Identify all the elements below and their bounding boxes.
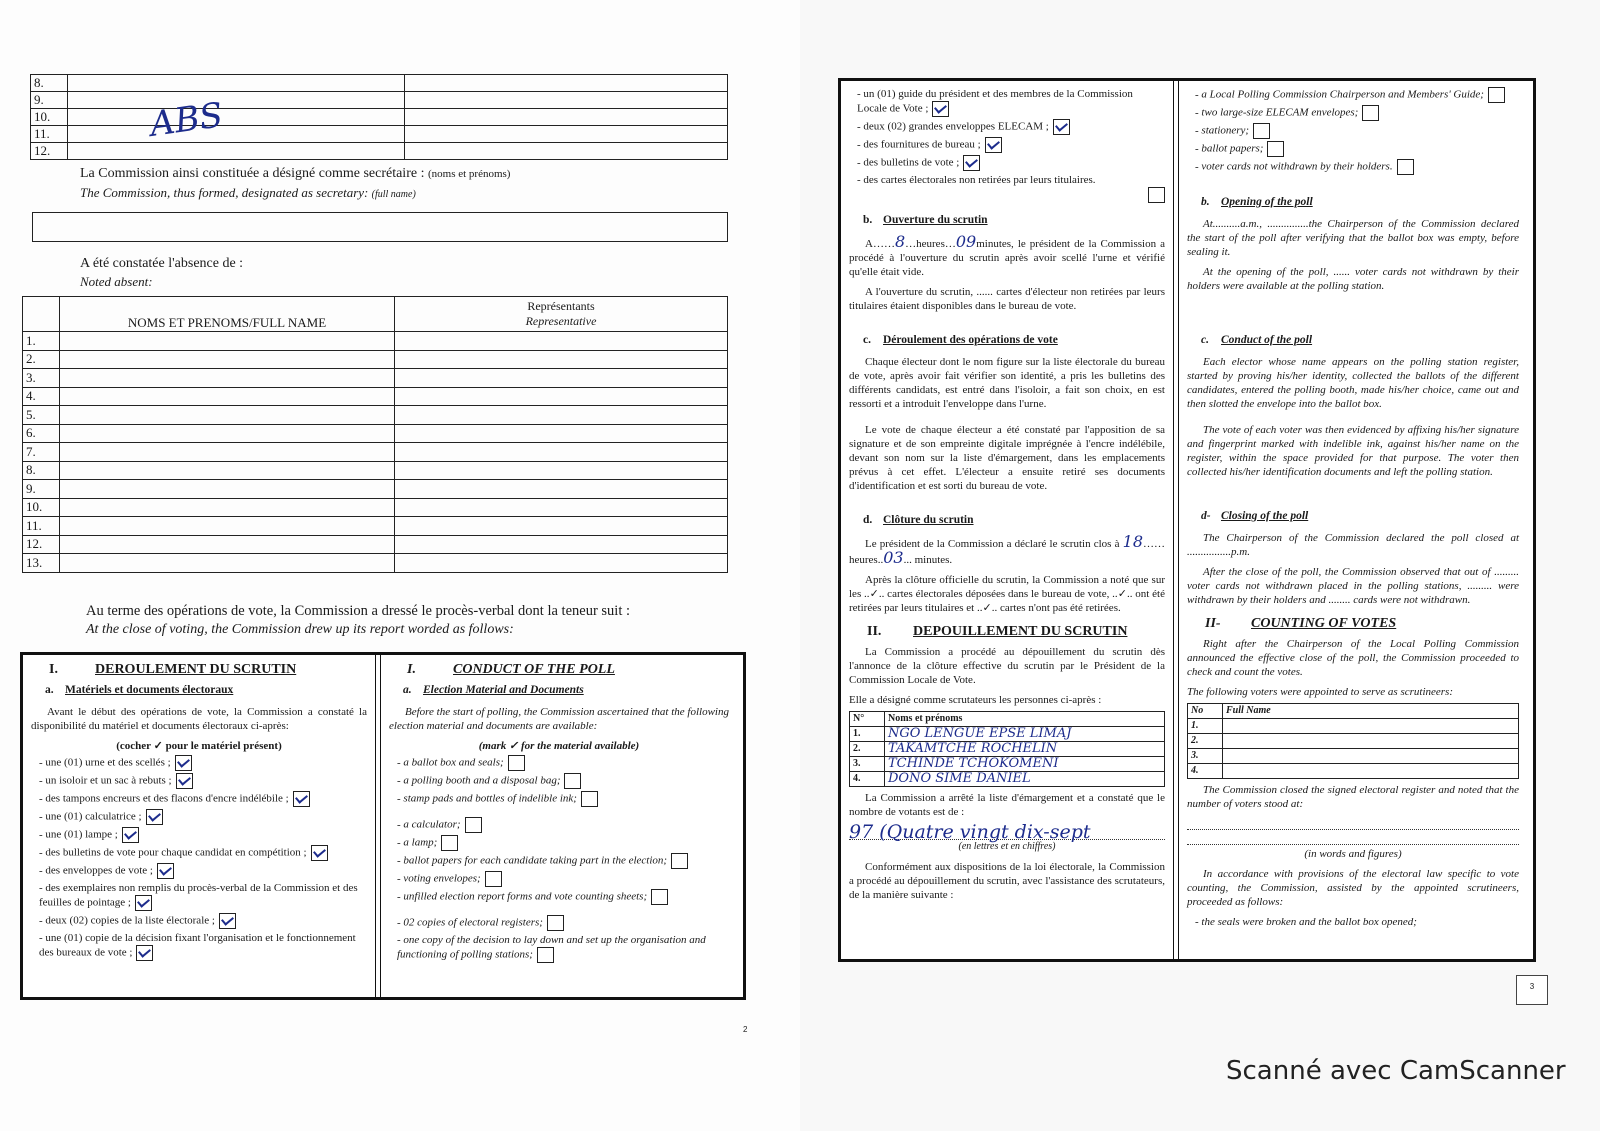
absent-rep-cell[interactable]	[395, 350, 728, 369]
table-row: 6.	[23, 424, 728, 443]
scrutineer-name-field[interactable]	[1223, 734, 1519, 749]
absent-name-cell[interactable]	[60, 406, 395, 425]
table-row: 8.	[31, 75, 728, 92]
list-item: - deux (02) grandes enveloppes ELECAM ;	[857, 119, 1165, 135]
scrutineer-name-field[interactable]: TCHINDE TCHOKOMENI	[885, 757, 1165, 772]
member-name-cell[interactable]	[68, 126, 405, 143]
absent-rep-cell[interactable]	[395, 369, 728, 388]
absent-name-cell[interactable]	[60, 498, 395, 517]
member-rep-cell[interactable]	[405, 126, 728, 143]
list-item: - voter cards not withdrawn by their holders.	[1195, 159, 1519, 175]
checkbox[interactable]	[175, 755, 192, 771]
secretary-label-fr: La Commission ainsi constituée a désigné comme secrétaire : (noms et prénoms)	[80, 166, 511, 181]
opening-minutes-field[interactable]: 09	[955, 232, 977, 251]
list-item: - des bulletins de vote ;	[857, 155, 1165, 171]
scrutineer-name-field[interactable]	[1223, 749, 1519, 764]
page-number: 2	[743, 1025, 748, 1034]
member-rep-cell[interactable]	[405, 143, 728, 160]
section-i-fr: I. DEROULEMENT DU SCRUTIN a. Matériels et documents électoraux Avant le début des opérations de vote, la Commission a constaté la disponibilité du matériel et documents électoraux ci-après: (cocher ✓ pour le matériel présent) - une (01) urne et des scellés ; - un isoloir et un sac à rebuts ; - des tampons encreurs et des flacons d'encre indélébile ; - une (01) calculatrice ; - une (01) lampe ; - des bulletins de vote pour chaque candidat en compétition ; - des enveloppes de vote ; - des exemplaires non remplis du procès-verbal de la Commission et des feuilles de pointage ; - deux (02) copies de la liste électorale ; - une (01) copie de la décision fixant l'organisation et le fonctionnement des bureaux de vote ;	[23, 655, 375, 997]
list-item: - ballot papers;	[1195, 141, 1519, 157]
voters-count-field[interactable]: 97 (Quatre vingt dix-sept	[849, 825, 1165, 840]
checkbox[interactable]	[146, 809, 163, 825]
handwritten-abs-mark: ABS	[147, 95, 226, 145]
list-item: - one copy of the decision to lay down and set up the organisation and functioning of polling stations;	[397, 933, 729, 963]
list-item: - des bulletins de vote pour chaque candidat en compétition ;	[39, 845, 367, 861]
table-row: 5.	[23, 406, 728, 425]
checkbox[interactable]	[219, 913, 236, 929]
list-item: - ballot papers for each candidate taking part in the election;	[397, 853, 729, 869]
section-title: DEROULEMENT DU SCRUTIN	[95, 662, 297, 677]
checkbox[interactable]	[311, 845, 328, 861]
absent-rep-cell[interactable]	[395, 387, 728, 406]
list-item: - des tampons encreurs et des flacons d'encre indélébile ;	[39, 791, 367, 807]
table-row: 2. TAKAMTCHE ROCHELIN	[850, 742, 1165, 757]
materials-list-en	[389, 755, 729, 963]
table-row: 7.	[23, 443, 728, 462]
member-rep-cell[interactable]	[405, 92, 728, 109]
table-row: 3.	[23, 369, 728, 388]
checkbox[interactable]	[1362, 105, 1379, 121]
closing-time-fr: Le président de la Commission a déclaré le scrutin clos à 18……heures..03... minutes.	[849, 532, 1165, 567]
checkbox[interactable]	[441, 835, 458, 851]
scrutineers-table-en	[1187, 703, 1519, 779]
list-item: - a Local Polling Commission Chairperson and Members' Guide;	[1195, 87, 1519, 103]
opening-hours-field[interactable]: 8	[894, 232, 906, 251]
table-header: No Full Name	[1188, 704, 1519, 719]
checkbox[interactable]	[537, 947, 554, 963]
absent-rep-cell[interactable]	[395, 480, 728, 499]
absent-name-cell[interactable]	[60, 369, 395, 388]
section-title: DEPOUILLEMENT DU SCRUTIN	[913, 624, 1128, 639]
scrutineer-name-field[interactable]: NGO LENGUE EPSE LIMAJ	[885, 727, 1165, 742]
table-header	[23, 297, 728, 332]
checkbox[interactable]	[1488, 87, 1505, 103]
table-row: 2.	[1188, 734, 1519, 749]
absent-name-cell[interactable]	[60, 554, 395, 573]
right-fr-column: - un (01) guide du président et des membres de la Commission Locale de Vote ; - deux (02) grandes enveloppes ELECAM ; - des fournitures de bureau ; - des bulletins de vote ; - des cartes électorales non retirées par leurs titulaires. b. Ouverture du scrutin A……8…heures…09minutes, le président de la Commission a procédé à l'ouverture du scrutin après avoir scellé l'urne et vérifié qu'elle était vide. A l'ouverture du scrutin, ...... cartes d'électeur non retirées par leurs titulaires étaient disponibles dans le bureau de vote. c. Déroulement des opérations de vote Chaque électeur dont le nom figure sur la liste électorale du bureau de vote, après avoir fait vérifier son identité, a pris les bulletins des différents candidats, est entré dans l'isoloir, a fait son choix, en est ressorti et a introduit l'enveloppe dans l'urne. Le vote de chaque électeur a été constaté par l'apposition de sa signature et de son empreinte digitale imprégnée à l'encre indélébile, devant son nom sur la liste d'émargement, dans les emplacements prévus à cet effet. L'électeur a ensuite retiré ses documents d'identification et est sorti du bureau de vote. d. Clôture du scrutin Le président de la Commission a déclaré le scrutin clos à 18……heures..03... minutes. Après la clôture officielle du scrutin, la Commission a noté que sur les ..✓.. cartes électorales déposées dans le bureau de vote, ..✓.. ont été retirées par leurs titulaires et ..✓.. cartes n'ont pas été retirées. II. DEPOUILLEMENT DU SCRUTIN La Commission a procédé au dépouillement du scrutin dès l'annonce de la clôture effective du scrutin par le Président de la Commission Locale de Vote. Elle a désigné comme scrutateurs les personnes ci-après : N° Noms et prénoms 1. NGO LENGUE EPSE LIMAJ 2. TAKAMTCHE ROCHELIN 3. TCHINDE TCHOKOMENI 4. DONO SIME DANIEL La Commission a arrêté la liste d'émargement et a constaté que le nombre de votants est de : 97 (Quatre vingt dix-sept (en lettres et en chiffres) Conformément aux dispositions de la loi électorale, la Commission a procédé au dépouillement du scrutin, avec l'assistance des scrutateurs, de la manière suivante :	[841, 81, 1173, 959]
table-row: 1.	[23, 332, 728, 351]
list-item: - two large-size ELECAM envelopes;	[1195, 105, 1519, 121]
section-i-panel	[20, 652, 746, 1000]
list-item: - stamp pads and bottles of indelible ink;	[397, 791, 729, 807]
checkbox[interactable]	[1253, 123, 1270, 139]
checkbox[interactable]	[1053, 119, 1070, 135]
checkbox[interactable]	[564, 773, 581, 789]
absent-name-cell[interactable]	[60, 332, 395, 351]
list-item: - a polling booth and a disposal bag;	[397, 773, 729, 789]
table-row: 4.	[1188, 764, 1519, 779]
members-table	[30, 74, 728, 160]
checkbox[interactable]	[547, 915, 564, 931]
absent-rep-cell[interactable]	[395, 443, 728, 462]
table-row: 13.	[23, 554, 728, 573]
table-row: 12.	[31, 143, 728, 160]
absent-table	[22, 296, 728, 573]
member-rep-cell[interactable]	[405, 75, 728, 92]
checkbox[interactable]	[485, 871, 502, 887]
scrutineer-name-field[interactable]	[1223, 719, 1519, 734]
table-row: 11.	[31, 126, 728, 143]
materials-list-en-cont	[1187, 87, 1519, 175]
secretary-label-en: The Commission, thus formed, designated as secretary: (full name)	[80, 185, 416, 200]
list-item: - a calculator;	[397, 817, 729, 833]
list-item: - une (01) calculatrice ;	[39, 809, 367, 825]
absent-rep-cell[interactable]	[395, 461, 728, 480]
absent-name-cell[interactable]	[60, 480, 395, 499]
member-name-cell[interactable]	[68, 109, 405, 126]
secretary-name-field[interactable]	[32, 212, 728, 242]
list-item: - des fournitures de bureau ;	[857, 137, 1165, 153]
section-title: CONDUCT OF THE POLL	[453, 662, 615, 677]
section-title: COUNTING OF VOTES	[1251, 616, 1397, 631]
table-row: 12.	[23, 535, 728, 554]
list-item: - a lamp;	[397, 835, 729, 851]
closing-hours-field[interactable]: 18	[1122, 532, 1143, 551]
checkbox[interactable]	[122, 827, 139, 843]
list-item: - stationery;	[1195, 123, 1519, 139]
section-i-en: I. CONDUCT OF THE POLL a. Election Material and Documents Before the start of polling, the Commission ascertained that the following election material and documents are available: (mark ✓ for the material available) - a ballot box and seals; - a polling booth and a disposal bag; - stamp pads and bottles of indelible ink; - a calculator; - a lamp; - ballot papers for each candidate taking part in the election; - voting envelopes; - unfilled election report forms and vote counting sheets; - 02 copies of electoral registers; - one copy of the decision to lay down and set up the organisation and functioning of polling stations;	[381, 655, 737, 997]
absent-rep-cell[interactable]	[395, 498, 728, 517]
scrutineer-name-field[interactable]: DONO SIME DANIEL	[885, 772, 1165, 787]
voters-count-field-en-2[interactable]	[1187, 832, 1519, 845]
absent-name-cell[interactable]	[60, 535, 395, 554]
checkbox[interactable]	[985, 137, 1002, 153]
closing-intro-fr: Au terme des opérations de vote, la Commission a dressé le procès-verbal dont la teneur suit :	[86, 603, 631, 619]
table-row: 3.	[1188, 749, 1519, 764]
opening-time-fr: A……8…heures…09minutes, le président de la Commission a procédé à l'ouverture du scrutin après avoir scellé l'urne et vérifié qu'elle était vide.	[849, 232, 1165, 278]
scrutineers-table-fr	[849, 711, 1165, 787]
table-row: 1. NGO LENGUE EPSE LIMAJ	[850, 727, 1165, 742]
table-row: 11.	[23, 517, 728, 536]
table-row: 8.	[23, 461, 728, 480]
member-rep-cell[interactable]	[405, 109, 728, 126]
table-row: 2.	[23, 350, 728, 369]
table-row: 1.	[1188, 719, 1519, 734]
col-representative: Représentants Representative	[395, 297, 728, 332]
scrutineer-name-field[interactable]	[1223, 764, 1519, 779]
list-item: - deux (02) copies de la liste électorale ;	[39, 913, 367, 929]
checkbox[interactable]	[581, 791, 598, 807]
checkbox[interactable]	[508, 755, 525, 771]
list-item: - une (01) urne et des scellés ;	[39, 755, 367, 771]
table-row: 4. DONO SIME DANIEL	[850, 772, 1165, 787]
table-row: 3. TCHINDE TCHOKOMENI	[850, 757, 1165, 772]
checkbox[interactable]	[157, 863, 174, 879]
checkbox[interactable]	[1148, 187, 1165, 203]
materials-list-fr	[31, 755, 367, 961]
right-page	[800, 0, 1600, 1131]
table-row: 4.	[23, 387, 728, 406]
checkbox[interactable]	[1267, 141, 1284, 157]
table-row: 10.	[23, 498, 728, 517]
checkbox[interactable]	[293, 791, 310, 807]
materials-list-fr-cont	[849, 87, 1165, 203]
member-name-cell[interactable]	[68, 75, 405, 92]
page-number: 3	[1516, 975, 1548, 1005]
table-row: 10.	[31, 109, 728, 126]
checkbox[interactable]	[465, 817, 482, 833]
list-item: - unfilled election report forms and vote counting sheets;	[397, 889, 729, 905]
absent-rep-cell[interactable]	[395, 332, 728, 351]
list-item: - une (01) lampe ;	[39, 827, 367, 843]
absent-label-en: Noted absent:	[80, 274, 153, 289]
section-right-panel	[838, 78, 1536, 962]
list-item: - un (01) guide du président et des membres de la Commission Locale de Vote ;	[857, 87, 1165, 117]
absent-rep-cell[interactable]	[395, 517, 728, 536]
absent-name-cell[interactable]	[60, 387, 395, 406]
list-item: - a ballot box and seals;	[397, 755, 729, 771]
absent-name-cell[interactable]	[60, 424, 395, 443]
list-item: - des cartes électorales non retirées par leurs titulaires.	[857, 173, 1165, 203]
absent-name-cell[interactable]	[60, 461, 395, 480]
scrutineer-name-field[interactable]: TAKAMTCHE ROCHELIN	[885, 742, 1165, 757]
checkbox[interactable]	[671, 853, 688, 869]
camscanner-watermark: Scanné avec CamScanner	[1226, 1056, 1566, 1086]
checkbox[interactable]	[1397, 159, 1414, 175]
list-item: - un isoloir et un sac à rebuts ;	[39, 773, 367, 789]
checkbox[interactable]	[135, 895, 152, 911]
absent-rep-cell[interactable]	[395, 424, 728, 443]
absent-rep-cell[interactable]	[395, 554, 728, 573]
checkbox[interactable]	[932, 101, 949, 117]
checkbox[interactable]	[176, 773, 193, 789]
list-item: - des enveloppes de vote ;	[39, 863, 367, 879]
list-item: - des exemplaires non remplis du procès-verbal de la Commission et des feuilles de pointage ;	[39, 881, 367, 911]
absent-name-cell[interactable]	[60, 517, 395, 536]
table-row: 9.	[31, 92, 728, 109]
closing-minutes-field[interactable]: 03	[883, 548, 904, 567]
closing-intro-en: At the close of voting, the Commission drew up its report worded as follows:	[86, 622, 514, 637]
list-item: - 02 copies of electoral registers;	[397, 915, 729, 931]
list-item: - the seals were broken and the ballot box opened;	[1195, 915, 1519, 929]
list-item: - voting envelopes;	[397, 871, 729, 887]
right-en-column: - a Local Polling Commission Chairperson and Members' Guide; - two large-size ELECAM envelopes; - stationery; - ballot papers; - voter cards not withdrawn by their holders. b. Opening of the poll At..........a.m., ...............the Chairperson of the Commission declared the start of the poll after verifying that the ballot box was empty, before sealing it. At the opening of the poll, ...... voter cards not withdrawn by their holders were available at the polling station. c. Conduct of the poll Each elector whose name appears on the polling station register, started by proving his/her identity, collected the ballots of the different candidates, entered the polling booth, made his/her choice, came out and then slotted the envelope into the ballot box. The vote of each voter was then evidenced by affixing his/her signature and fingerprint marked with indelible ink, against his/her name on the register, within the space provided for that purpose. The voter then collected his/her identification documents and left the polling station. d- Closing of the poll The Chairperson of the Commission declared the poll closed at ................p.m. After the close of the poll, the Commission observed that out of ......... voter cards not withdrawn placed in the polling stations, ......... were withdrawn by their holders and ........ cards were not withdrawn. II- COUNTING OF VOTES Right after the Chairperson of the Local Polling Commission announced the effective close of the poll, the Commission proceeded to check and count the votes. The following voters were appointed to serve as scrutineers: No Full Name 1. 2. 3. 4. The Commission closed the signed electoral register and noted that the number of voters stood at: (in words and figures) In accordance with provisions of the electoral law specific to vote counting, the Commission, assisted by the appointed scrutineers, proceeded as follows: - the seals were broken and the ballot box opened;	[1179, 81, 1527, 959]
table-header: N° Noms et prénoms	[850, 712, 1165, 727]
absent-name-cell[interactable]	[60, 443, 395, 462]
checkbox[interactable]	[651, 889, 668, 905]
checkbox[interactable]	[136, 945, 153, 961]
absent-rep-cell[interactable]	[395, 406, 728, 425]
table-row: 9.	[23, 480, 728, 499]
voters-count-field-en[interactable]	[1187, 817, 1519, 830]
member-name-cell[interactable]	[68, 143, 405, 160]
absent-name-cell[interactable]	[60, 350, 395, 369]
list-item: - une (01) copie de la décision fixant l'organisation et le fonctionnement des bureaux de vote ;	[39, 931, 367, 961]
member-name-cell[interactable]	[68, 92, 405, 109]
absent-rep-cell[interactable]	[395, 535, 728, 554]
col-full-name: NOMS ET PRENOMS/FULL NAME	[60, 297, 395, 332]
checkbox[interactable]	[963, 155, 980, 171]
absent-label-fr: A été constatée l'absence de :	[80, 256, 244, 271]
